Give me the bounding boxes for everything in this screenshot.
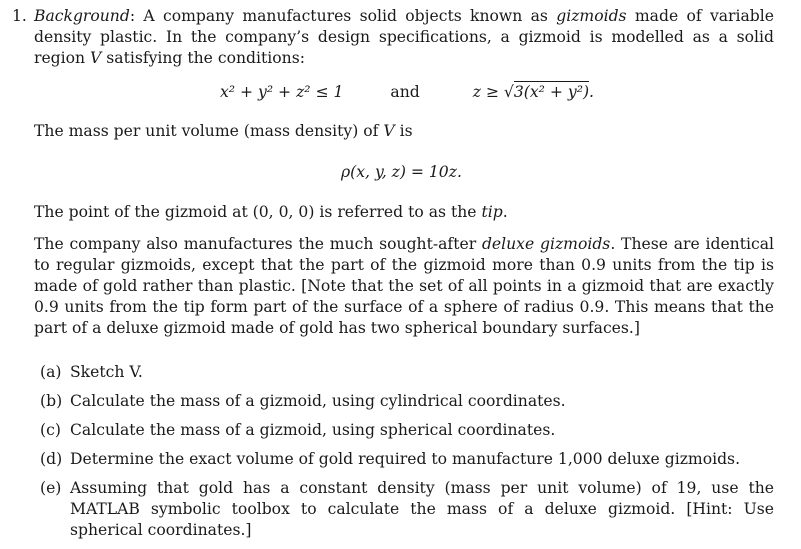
cone-condition-end: . bbox=[589, 83, 595, 101]
tip-text-b: . bbox=[502, 203, 508, 221]
tip-paragraph bbox=[34, 202, 774, 223]
part-e bbox=[40, 478, 780, 541]
part-a bbox=[40, 362, 780, 383]
part-label: (e) bbox=[40, 479, 62, 497]
part-b bbox=[40, 391, 780, 412]
part-c bbox=[40, 420, 780, 441]
deluxe-paragraph bbox=[34, 234, 774, 339]
part-text: Assuming that gold has a constant density (mass per unit volume) of 19, use the MATLAB symbolic toolbox to calculate the mass of a deluxe gizmoid. [Hint: Use spherical coordinates.] bbox=[70, 479, 774, 539]
part-label: (b) bbox=[40, 392, 63, 410]
radical-sign: √ bbox=[503, 83, 514, 101]
tip-term: tip bbox=[481, 203, 503, 221]
part-d bbox=[40, 449, 780, 470]
deluxe-term: deluxe gizmoids bbox=[481, 235, 611, 253]
tip-text-a: The point of the gizmoid at (0, 0, 0) is referred to as the bbox=[34, 203, 482, 221]
deluxe-text-b: . These are identical to regular gizmoids, except that the part of the gizmoid more than 0.9 units from the tip is made of gold rather than plastic. [Note that the set of all points in a gizmoid that are exactly 0.9 units from the tip form part of the surface of a sphere of radius 0.9. This means that the part of a deluxe gizmoid made of gold has two spherical boundary surfaces.] bbox=[34, 235, 774, 337]
part-label: (a) bbox=[40, 363, 62, 381]
density-text-a: The mass per unit volume (mass density) of bbox=[34, 122, 384, 140]
background-heading: Background bbox=[34, 7, 130, 25]
part-label: (c) bbox=[40, 421, 61, 439]
part-text: Determine the exact volume of gold required to manufacture 1,000 deluxe gizmoids. bbox=[70, 450, 741, 468]
intro-text-b: made of variable density plastic. In the company’s design specifications, a gizmoid is modelled as a solid region bbox=[34, 7, 774, 67]
sphere-condition: x² + y² + z² ≤ 1 bbox=[220, 83, 344, 101]
part-text: Calculate the mass of a gizmoid, using spherical coordinates. bbox=[70, 421, 556, 439]
region-variable: V bbox=[90, 49, 102, 67]
cone-condition-radicand: 3(x² + y²) bbox=[513, 83, 590, 101]
and-word: and bbox=[390, 83, 420, 101]
background-paragraph bbox=[34, 6, 774, 69]
parts-list bbox=[40, 362, 780, 549]
part-text: Calculate the mass of a gizmoid, using cylindrical coordinates. bbox=[70, 392, 566, 410]
density-variable: V bbox=[383, 122, 395, 140]
intro-text-c: satisfying the conditions: bbox=[101, 49, 305, 67]
conditions-equation bbox=[220, 81, 620, 103]
deluxe-text-a: The company also manufactures the much sought-after bbox=[34, 235, 482, 253]
intro-text-a: : A company manufactures solid objects known as bbox=[129, 7, 557, 25]
problem-number: 1. bbox=[12, 7, 27, 25]
cone-condition-left: z ≥ bbox=[472, 83, 499, 101]
density-formula: ρ(x, y, z) = 10z. bbox=[341, 163, 462, 181]
part-text: Sketch V. bbox=[70, 363, 143, 381]
gizmoids-term: gizmoids bbox=[556, 7, 627, 25]
density-paragraph bbox=[34, 121, 774, 142]
part-label: (d) bbox=[40, 450, 63, 468]
density-text-b: is bbox=[394, 122, 413, 140]
